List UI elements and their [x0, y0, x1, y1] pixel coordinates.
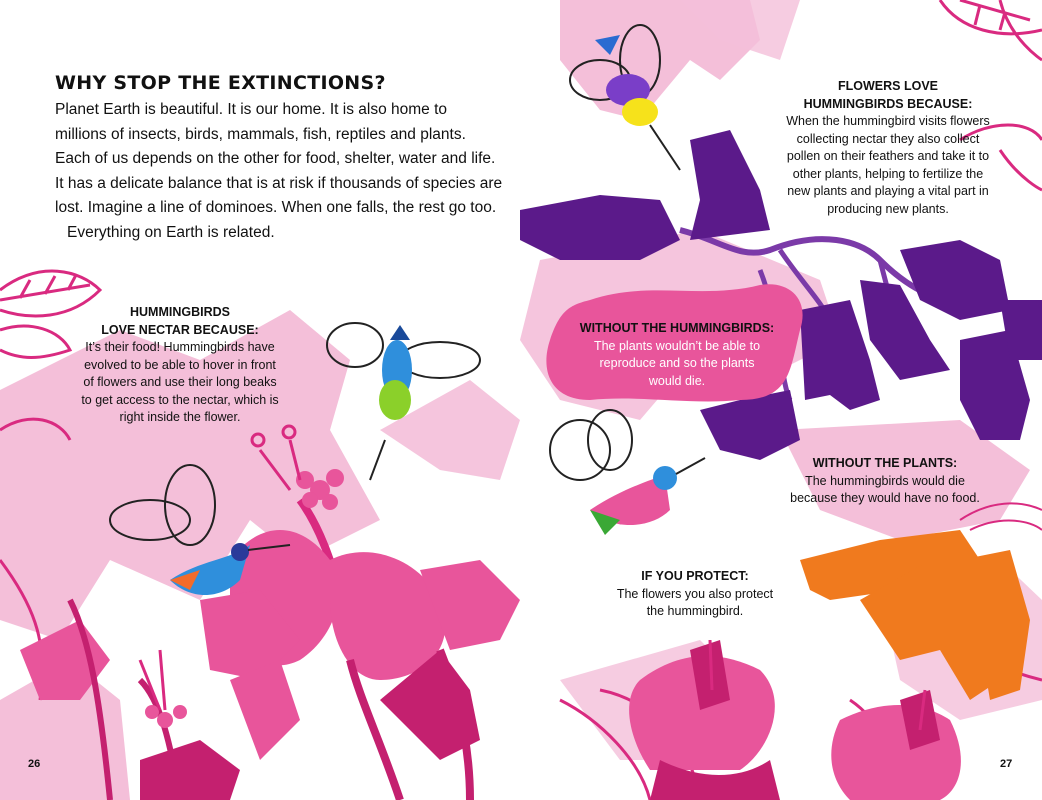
flowers-love-heading: FLOWERS LOVE [838, 79, 938, 93]
protect-box [585, 568, 805, 621]
without-hummingbirds-body: reproduce and so the plants [599, 356, 755, 370]
intro-line: Each of us depends on the other for food, shelter, water and life. [55, 150, 496, 167]
without-plants-body: because they would have no food. [790, 491, 980, 505]
without-plants-box [770, 455, 1000, 508]
flowers-love-body: other plants, helping to fertilize the [792, 166, 984, 181]
page-number-left: 26 [28, 758, 41, 770]
without-plants-heading: WITHOUT THE PLANTS: [812, 456, 958, 470]
without-hummingbirds-body: The plants wouldn’t be able to [593, 338, 761, 353]
nectar-body: It’s their food! Hummingbirds have [85, 340, 275, 354]
nectar-body: of flowers and use their long beaks [83, 375, 277, 389]
protect-body: the hummingbird. [646, 604, 744, 618]
flowers-love-box [763, 78, 1013, 218]
intro-paragraph [55, 98, 503, 245]
page-title: WHY STOP THE EXTINCTIONS? [55, 72, 386, 94]
nectar-box [55, 304, 305, 427]
intro-line: It has a delicate balance that is at risk if thousands of species are [55, 174, 503, 192]
flowers-love-body: producing new plants. [827, 201, 949, 216]
protect-body: The flowers you also protect [616, 586, 774, 601]
intro-line: millions of insects, birds, mammals, fish, reptiles and plants. [55, 125, 466, 143]
flowers-love-body: pollen on their feathers and take it to [786, 149, 990, 163]
intro-line: Everything on Earth is related. [67, 223, 275, 241]
nectar-heading: LOVE NECTAR BECAUSE: [101, 322, 259, 337]
without-hummingbirds-box [562, 320, 792, 390]
protect-heading: IF YOU PROTECT: [641, 569, 749, 583]
hummingbird-right [550, 410, 705, 535]
intro-line: lost. Imagine a line of dominoes. When one falls, the rest go too. [55, 199, 497, 216]
flowers-love-body: collecting nectar they also collect [796, 131, 980, 146]
nectar-heading: HUMMINGBIRDS [130, 305, 230, 319]
intro-line: Planet Earth is beautiful. It is our home. It is also home to [55, 101, 448, 118]
nectar-body: to get access to the nectar, which is [81, 392, 279, 407]
page-number-right: 27 [1000, 758, 1013, 770]
flowers-love-body: When the hummingbird visits flowers [786, 114, 990, 128]
nectar-body: right inside the flower. [119, 410, 241, 424]
flowers-love-body: new plants and playing a vital part in [787, 184, 989, 198]
without-hummingbirds-heading: WITHOUT THE HUMMINGBIRDS: [579, 321, 775, 335]
without-plants-body: The hummingbirds would die [805, 473, 965, 488]
without-hummingbirds-body: would die. [648, 373, 706, 388]
nectar-body: evolved to be able to hover in front [84, 357, 276, 372]
flowers-love-heading: HUMMINGBIRDS BECAUSE: [803, 96, 973, 111]
